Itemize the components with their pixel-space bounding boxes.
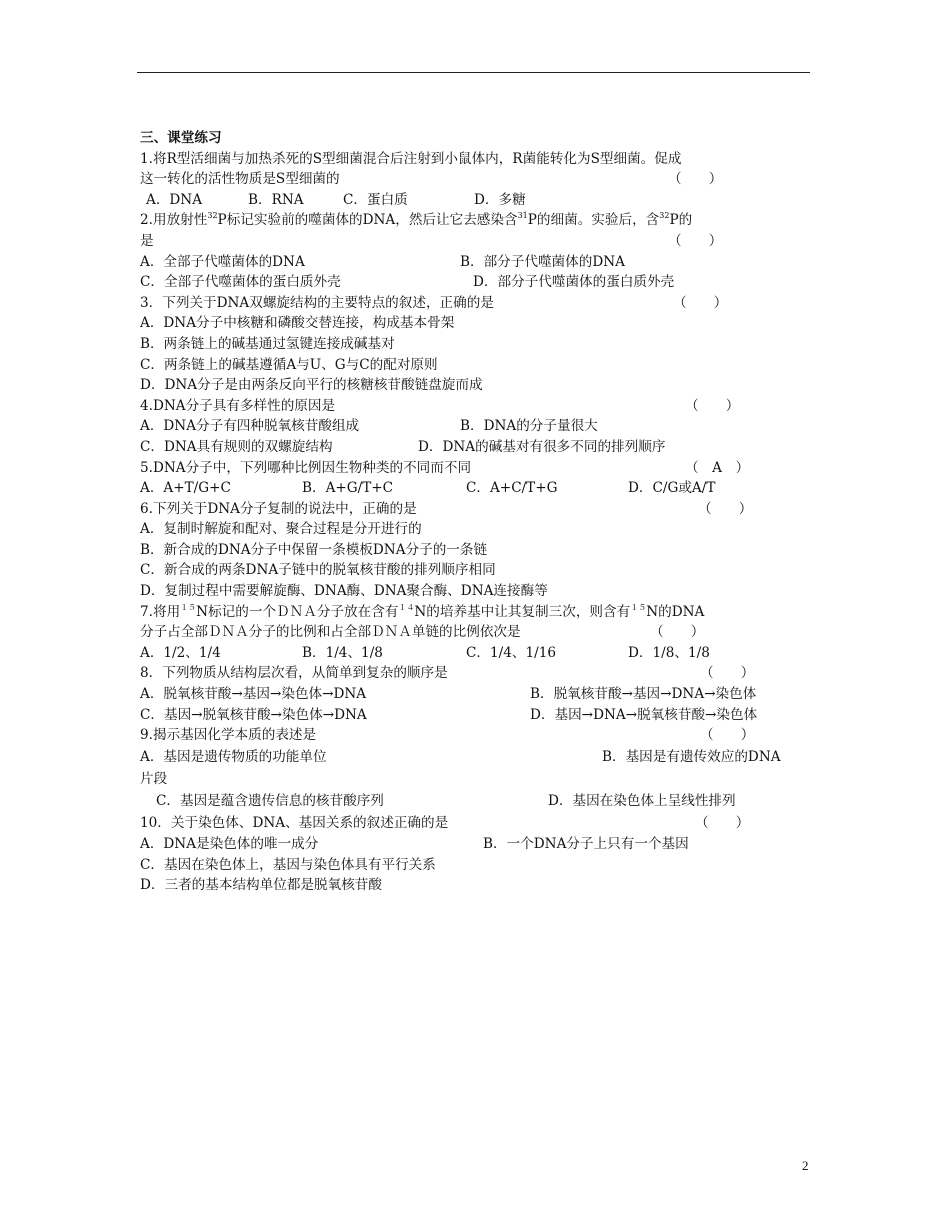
q7-stem-part4: N的DNA [646, 603, 705, 620]
q9-option-a: A．基因是遗传物质的功能单位 [140, 748, 327, 765]
q7-stem-part3: N的培养基中让其复制三次，则含有 [414, 603, 631, 620]
q7-stem-line1 [140, 602, 812, 623]
q7-sup2: １４ [398, 602, 415, 612]
q1-stem-line2 [140, 169, 812, 190]
q1-stem-line1: 1.将R型活细菌与加热杀死的S型细菌混合后注射到小鼠体内，R菌能转化为S型细菌。促成 [140, 150, 682, 167]
q4-answer-paren: （ ） [685, 397, 740, 414]
q7-option-d: D．1/8、1/8 [628, 644, 710, 661]
q2-options-ab [140, 252, 812, 273]
q2-option-a: A．全部子代噬菌体的DNA [140, 253, 305, 270]
q8-option-a: A．脱氧核苷酸→基因→染色体→DNA [140, 686, 367, 703]
q7-stem-part1: 7.将用 [140, 603, 181, 620]
q2-stem-part4: P的 [669, 212, 693, 229]
q2-option-d: D．部分子代噬菌体的蛋白质外壳 [473, 274, 675, 291]
q3-answer-paren: （ ） [673, 294, 728, 311]
q4-option-d: D．DNA的碱基对有很多不同的排列顺序 [418, 438, 666, 455]
q6-option-d: D．复制过程中需要解旋酶、DNA酶、DNA聚合酶、DNA连接酶等 [140, 583, 548, 600]
q4-options-ab [140, 416, 812, 437]
q10-options-ab [140, 834, 812, 855]
q6-stem-text: 6.下列关于DNA分子复制的说法中，正确的是 [140, 500, 417, 517]
q8-option-b: B．脱氧核苷酸→基因→DNA→染色体 [530, 686, 757, 703]
q9-answer-paren: （ ） [700, 727, 755, 744]
q10-stem-text: 10．关于染色体、DNA、基因关系的叙述正确的是 [140, 815, 449, 832]
q8-options-ab [140, 684, 812, 705]
q10-answer-paren: （ ） [695, 815, 750, 832]
q5-stem-text: 5.DNA分子中，下列哪种比例因生物种类的不同而不同 [140, 459, 472, 476]
q4-option-b: B．DNA的分子量很大 [460, 418, 598, 435]
q3-stem-line [140, 293, 812, 314]
section-title: 三、课堂练习 [140, 130, 222, 146]
q2-stem-line2 [140, 231, 812, 252]
q6-option-c: C．新合成的两条DNA子链中的脱氧核苷酸的排列顺序相同 [140, 562, 496, 579]
q5-option-a: A．A+T/G+C [140, 480, 231, 497]
q8-stem-text: 8．下列物质从结构层次看，从简单到复杂的顺序是 [140, 665, 448, 682]
q1-answer-paren: （ ） [668, 171, 723, 188]
q3-stem-text: 3．下列关于DNA双螺旋结构的主要特点的叙述，正确的是 [140, 294, 494, 311]
q2-option-b: B．部分子代噬菌体的DNA [460, 253, 625, 270]
q7-sup3: １５ [630, 602, 647, 612]
q9-option-b-continued: 片段 [140, 770, 168, 787]
q3-option-b: B．两条链上的碱基通过氢键连接成碱基对 [140, 335, 395, 352]
q1-option-c: C．蛋白质 [343, 191, 408, 208]
q4-stem-line [140, 396, 812, 417]
q7-options [140, 643, 812, 664]
q9-options-ab [140, 746, 812, 769]
q2-sup2: 31 [517, 211, 528, 221]
q9-options-cd [140, 789, 812, 813]
q4-option-a: A．DNA分子有四种脱氧核苷酸组成 [140, 418, 360, 435]
q1-options [140, 190, 812, 211]
q2-stem-line1 [140, 210, 812, 231]
q7-option-b: B．1/4、1/8 [302, 644, 383, 661]
q1-stem-text: 这一转化的活性物质是S型细菌的 [140, 171, 340, 188]
q7-option-c: C．1/4、1/16 [466, 644, 556, 661]
q10-stem-line [140, 813, 812, 834]
q2-stem-text: 是 [140, 232, 154, 249]
q2-options-cd [140, 272, 812, 293]
q8-option-c: C．基因→脱氧核苷酸→染色体→DNA [140, 706, 367, 723]
q7-sup1: １５ [180, 602, 197, 612]
q2-stem-part1: 2.用放射性 [140, 212, 208, 229]
q5-option-c: C．A+C/T+G [466, 480, 558, 497]
q2-sup1: 32 [207, 211, 218, 221]
q8-stem-line [140, 663, 812, 684]
q1-option-a: A．DNA [146, 191, 203, 208]
q9-option-b: B．基因是有遗传效应的DNA [602, 748, 781, 765]
q10-option-c: C．基因在染色体上，基因与染色体具有平行关系 [140, 856, 436, 873]
q5-answer-paren: （ A ） [685, 459, 750, 476]
q8-option-d: D．基因→DNA→脱氧核苷酸→染色体 [530, 706, 758, 723]
q1-option-d: D．多糖 [474, 191, 526, 208]
q2-stem-part3: P的细菌。实验后，含 [527, 212, 660, 229]
q7-answer-paren: （ ） [650, 624, 705, 641]
header-rule [137, 72, 810, 73]
q10-option-d: D．三者的基本结构单位都是脱氧核苷酸 [140, 877, 382, 894]
q7-stem-part2: N标记的一个ＤＮＡ分子放在含有 [196, 603, 399, 620]
q9-option-d: D．基因在染色体上呈线性排列 [548, 793, 736, 810]
q9-option-c: C．基因是蕴含遗传信息的核苷酸序列 [156, 793, 384, 810]
q5-options [140, 478, 812, 499]
q4-options-cd [140, 437, 812, 458]
page-number: 2 [802, 1158, 809, 1173]
q5-stem-line [140, 458, 812, 479]
exercise-section [140, 128, 812, 896]
q2-answer-paren: （ ） [668, 232, 723, 249]
q10-option-b: B．一个DNA分子上只有一个基因 [483, 836, 689, 852]
q7-stem-line2 [140, 622, 812, 643]
q5-option-b: B．A+G/T+C [302, 480, 394, 497]
q3-option-a: A．DNA分子中核糖和磷酸交替连接，构成基本骨架 [140, 315, 455, 332]
q3-option-c: C．两条链上的碱基遵循A与U、G与C的配对原则 [140, 356, 438, 373]
q9-stem-text: 9.揭示基因化学本质的表述是 [140, 727, 317, 744]
q10-option-a: A．DNA是染色体的唯一成分 [140, 836, 319, 852]
q6-option-a: A．复制时解旋和配对、聚合过程是分开进行的 [140, 521, 422, 538]
q2-option-c: C．全部子代噬菌体的蛋白质外壳 [140, 274, 341, 291]
q6-stem-line [140, 499, 812, 520]
q7-stem-text: 分子占全部ＤＮＡ分子的比例和占全部ＤＮＡ单链的比例依次是 [140, 624, 521, 641]
q2-stem-part2: P标记实验前的噬菌体的DNA，然后让它去感染含 [217, 212, 518, 229]
q6-option-b: B．新合成的DNA分子中保留一条模板DNA分子的一条链 [140, 541, 488, 558]
q4-stem-text: 4.DNA分子具有多样性的原因是 [140, 397, 336, 414]
q5-option-d: D．C/G或A/T [628, 480, 716, 497]
q8-options-cd [140, 705, 812, 726]
q9-stem-line [140, 725, 812, 746]
q7-option-a: A．1/2、1/4 [140, 644, 221, 661]
q3-option-d: D．DNA分子是由两条反向平行的核糖核苷酸链盘旋而成 [140, 377, 483, 394]
q6-answer-paren: （ ） [698, 500, 753, 517]
q4-option-c: C．DNA具有规则的双螺旋结构 [140, 438, 333, 455]
q2-sup3: 32 [659, 211, 670, 221]
q8-answer-paren: （ ） [700, 665, 755, 682]
q1-option-b: B．RNA [248, 191, 304, 208]
